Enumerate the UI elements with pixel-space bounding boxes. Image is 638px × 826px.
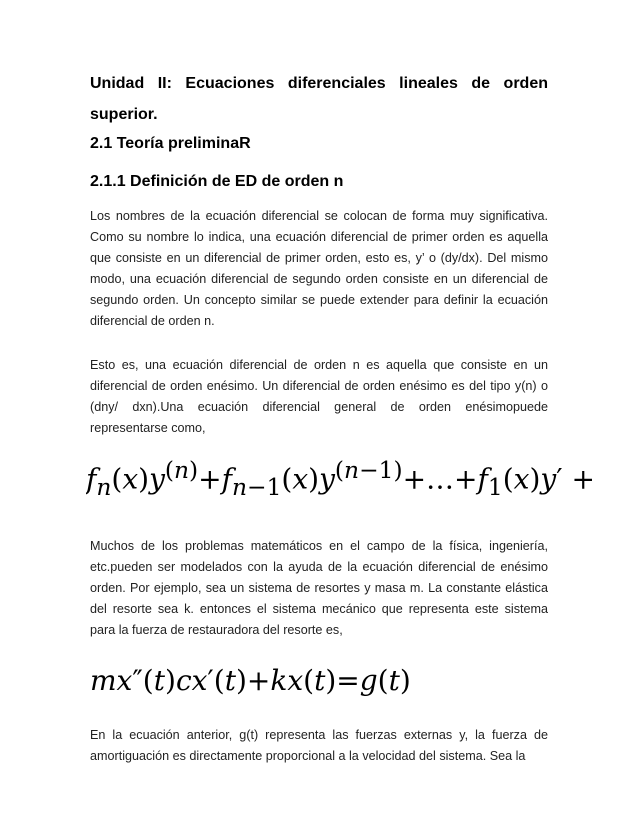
section-title: 2.1 Teoría preliminaR: [90, 135, 251, 152]
subsection-title: 2.1.1 Definición de ED de orden n: [90, 173, 344, 190]
paragraph-3: Muchos de los problemas matemáticos en el campo de la física, ingeniería, etc.pueden ser modelados con la ayuda de la ecuación diferencial de enésimo orden. Por ejemplo, sea un sistema de resortes y masa m. La constante elástica del resorte sea k. entonces el sistema mecánico que representa este sistema para la fuerza de restauradora del resorte es,: [90, 539, 548, 637]
paragraph-4: En la ecuación anterior, g(t) representa las fuerzas externas y, la fuerza de amortiguación es directamente proporcional a la velocidad del sistema. Sea la: [90, 728, 548, 763]
chapter-heading-line1: Unidad II: Ecuaciones diferenciales lineales de orden: [90, 75, 548, 92]
equation-spring-mass: mx″(t)cx′(t)+kx(t)=g(t): [90, 664, 411, 697]
paragraph-2: Esto es, una ecuación diferencial de orden n es aquella que consiste en un diferencial de orden enésimo. Un diferencial de orden enésimo es del tipo y(n) o (dny/ dxn).Una ecuación diferencial general de orden enésimopuede representarse como,: [90, 358, 548, 435]
paragraph-1: Los nombres de la ecuación diferencial se colocan de forma muy significativa. Como su nombre lo indica, una ecuación diferencial de primer orden es aquella que consiste en un diferencial de primer orden, esto es, y’ o (dy/dx). Del mismo modo, una ecuación diferencial de segundo orden consiste en un diferencial de segundo orden. Un concepto similar se puede extender para definir la ecuación diferencial de orden n.: [90, 209, 548, 328]
chapter-heading-line2: superior.: [90, 106, 158, 123]
chapter-heading: [90, 68, 548, 130]
equation-general-nth-order: $f_n(x)y^{(n)}+f_{n-1}(x)y^{(n-1)}+\dots+f_1(x)y'$ +: [86, 456, 595, 501]
